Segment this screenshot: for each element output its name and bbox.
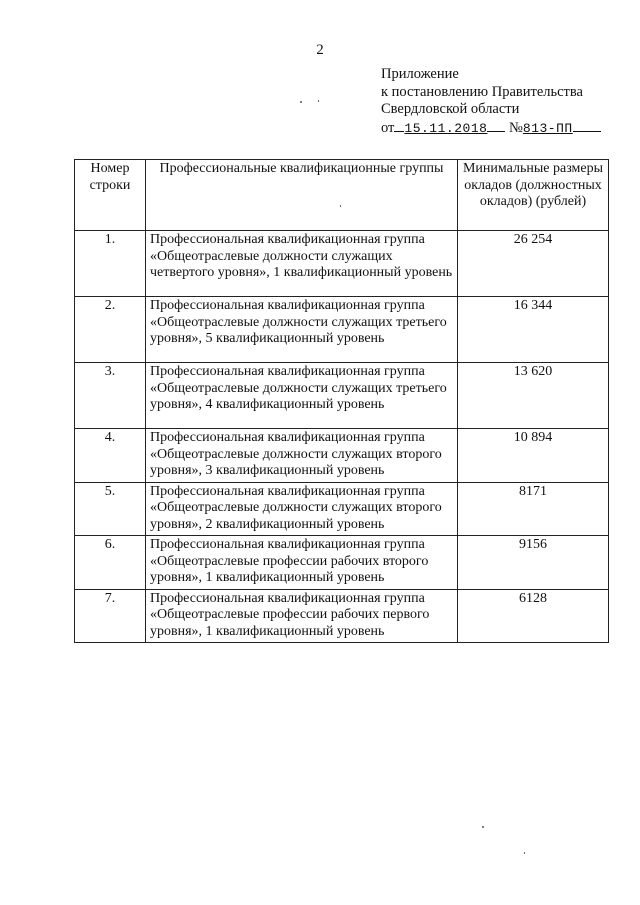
table-row (75, 536, 609, 590)
row-salary: 13 620 (458, 363, 609, 429)
salary-table (74, 159, 609, 643)
row-number: 4. (75, 429, 146, 483)
row-group: Профессиональная квалификационная группа «Общеотраслевые профессии рабочих первого уровня», 1 квалификационный уровень (146, 589, 458, 643)
scan-speck (524, 852, 525, 854)
resolution-date: 15.11.2018 (404, 120, 488, 136)
table-row (75, 231, 609, 297)
table-row (75, 297, 609, 363)
header-row-number: Номер строки (75, 160, 146, 231)
table-row (75, 363, 609, 429)
row-group: Профессиональная квалификационная группа «Общеотраслевые должности служащих третьего уровня», 5 квалификационный уровень (146, 297, 458, 363)
page-number: 2 (316, 42, 324, 58)
row-number: 6. (75, 536, 146, 590)
table-row (75, 482, 609, 536)
scan-speck (482, 826, 484, 828)
row-salary: 16 344 (458, 297, 609, 363)
row-salary: 26 254 (458, 231, 609, 297)
row-group: Профессиональная квалификационная группа «Общеотраслевые должности служащих третьего уровня», 4 квалификационный уровень (146, 363, 458, 429)
row-salary: 10 894 (458, 429, 609, 483)
scan-speck (300, 101, 302, 103)
date-prefix: от (381, 119, 395, 136)
row-salary: 6128 (458, 589, 609, 643)
header-salary: Минимальные размеры окладов (должностных окладов) (рублей) (458, 160, 609, 231)
table-header-row (75, 160, 609, 231)
row-number: 1. (75, 231, 146, 297)
row-group: Профессиональная квалификационная группа «Общеотраслевые должности служащих второго уровня», 3 квалификационный уровень (146, 429, 458, 483)
row-group: Профессиональная квалификационная группа «Общеотраслевые должности служащих второго уровня», 2 квалификационный уровень (146, 482, 458, 536)
row-number: 2. (75, 297, 146, 363)
table-row (75, 429, 609, 483)
appendix-resolution-line: к постановлению Правительства (381, 83, 583, 100)
row-group: Профессиональная квалификационная группа «Общеотраслевые профессии рабочих второго уровня», 1 квалификационный уровень (146, 536, 458, 590)
appendix-region-line: Свердловской области (381, 101, 520, 117)
row-number: 5. (75, 482, 146, 536)
appendix-block (381, 66, 601, 137)
number-prefix: № (509, 119, 523, 136)
appendix-title: Приложение (381, 66, 459, 82)
row-number: 3. (75, 363, 146, 429)
scan-speck (340, 205, 341, 207)
table-row (75, 589, 609, 643)
resolution-number: 813-ПП (522, 120, 573, 136)
scan-speck (318, 100, 319, 102)
header-groups: Профессиональные квалификационные группы (146, 160, 458, 231)
row-number: 7. (75, 589, 146, 643)
row-salary: 8171 (458, 482, 609, 536)
row-group: Профессиональная квалификационная группа «Общеотраслевые должности служащих четвертого уровня», 1 квалификационный уровень (146, 231, 458, 297)
row-salary: 9156 (458, 536, 609, 590)
appendix-date-line (381, 119, 601, 138)
